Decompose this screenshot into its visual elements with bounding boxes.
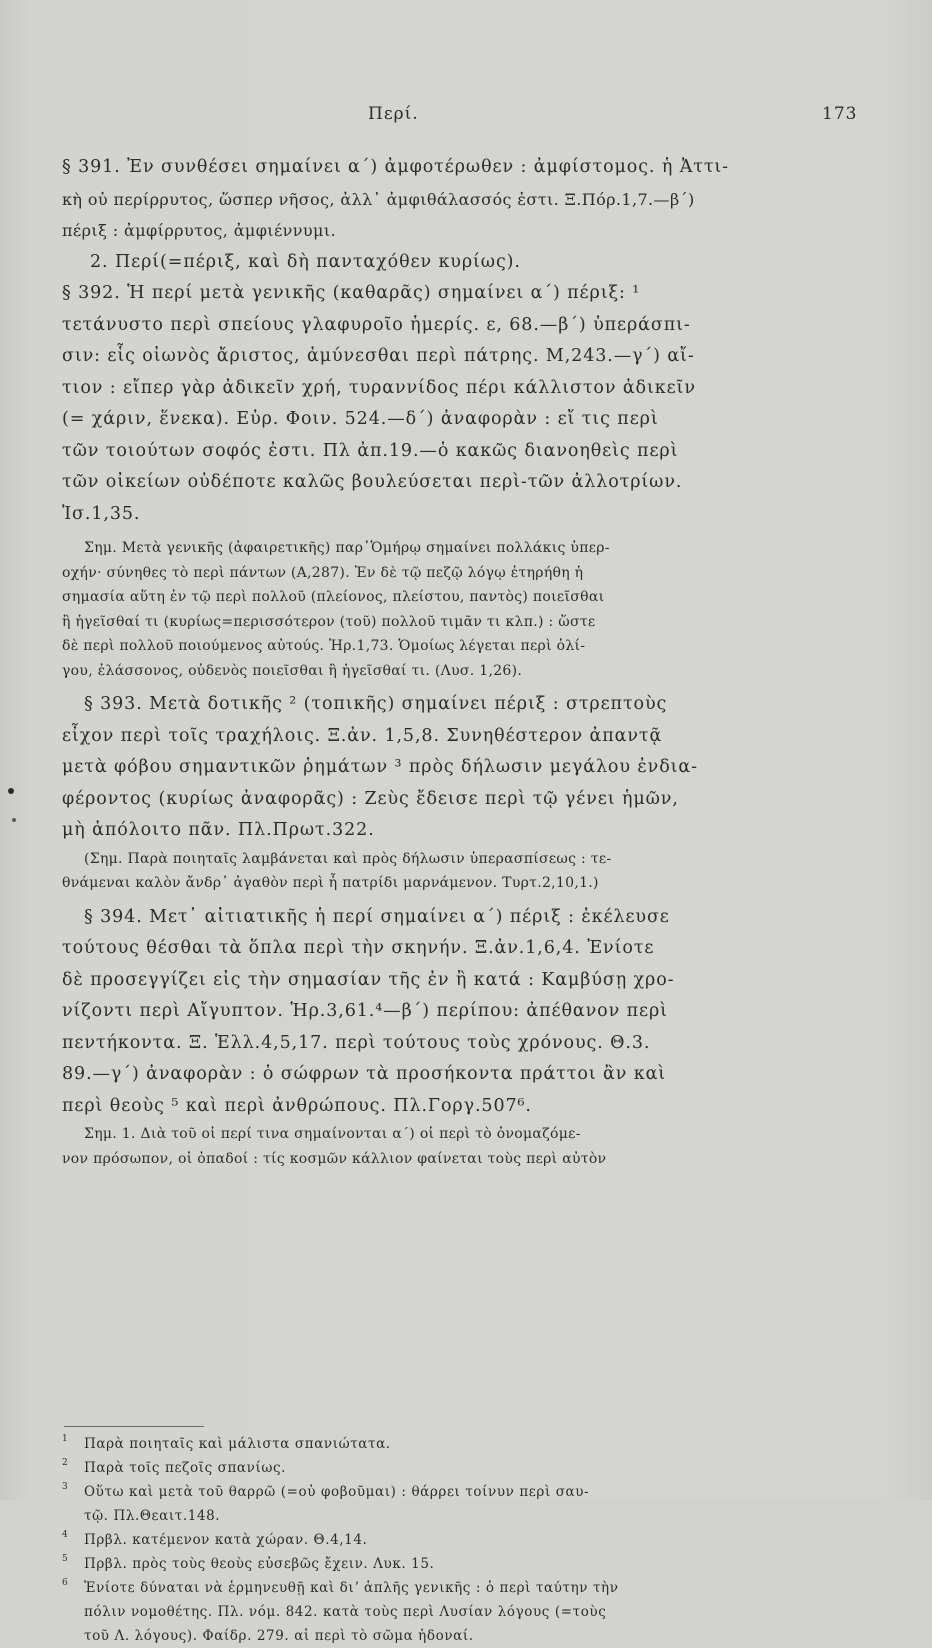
footnote xyxy=(62,1624,762,1648)
ink-spot xyxy=(12,818,16,822)
footnote xyxy=(62,1480,762,1504)
footnote-text: Παρὰ τοῖς πεζοῖς σπανίως. xyxy=(84,1460,286,1476)
text-line: τῶν οἰκείων οὐδέποτε καλῶς βουλεύσεται περὶ-τῶν ἀλλοτρίων. xyxy=(62,472,683,492)
text-line: τετάνυστο περὶ σπείους γλαφυροῖο ἡμερίς. ε, 68.—β΄) ὑπεράσπι- xyxy=(62,314,691,335)
note-line: δὲ περὶ πολλοῦ ποιούμενος αὐτούς. Ἡρ.1,73. Ὁμοίως λέγεται περὶ ὀλί- xyxy=(62,638,586,654)
text-line: περὶ θεοὺς ⁵ καὶ περὶ ἀνθρώπους. Πλ.Γοργ.507⁶. xyxy=(62,1095,532,1116)
note-line: οχήν· σύνηθες τὸ περὶ πάντων (Α,287). Ἐν δὲ τῷ πεζῷ λόγῳ ἐτηρήθη ἡ xyxy=(62,564,584,581)
text-line: κὴ οὐ περίρρυτος, ὥσπερ νῆσος, ἀλλ᾽ ἀμφιθάλασσός ἐστι. Ξ.Πόρ.1,7.—β΄) xyxy=(62,189,695,209)
footnote-text: τῷ. Πλ.Θεαιτ.148. xyxy=(84,1508,221,1524)
footnote-mark: 5 xyxy=(62,1554,69,1564)
text-line: μετὰ φόβου σημαντικῶν ῥημάτων ³ πρὸς δήλωσιν μεγάλου ἐνδια- xyxy=(62,757,698,777)
note-line: ἢ ἡγεῖσθαί τι (κυρίως=περισσότερον (τοῦ) πολλοῦ τιμᾶν τι κλπ.) : ὥστε xyxy=(62,613,596,630)
text-line: τούτους θέσθαι τὰ ὅπλα περὶ τὴν σκηνήν. Ξ.ἀν.1,6,4. Ἐνίοτε xyxy=(62,938,655,958)
footnote-text: τοῦ Λ. λόγους). Φαίδρ. 279. αἱ περὶ τὸ σῶμα ἡδοναί. xyxy=(84,1628,474,1644)
footnote-mark: 3 xyxy=(62,1482,69,1492)
note-line: Σημ. Μετὰ γενικῆς (ἀφαιρετικῆς) παρ᾽Ὁμήρῳ σημαίνει πολλάκις ὑπερ- xyxy=(84,540,610,556)
text-line: μὴ ἀπόλοιτο πᾶν. Πλ.Πρωτ.322. xyxy=(62,820,375,840)
footnote-text: Οὕτω καὶ μετὰ τοῦ θαρρῶ (=οὐ φοβοῦμαι) : θάρρει τοίνυν περὶ σαυ- xyxy=(84,1484,590,1500)
text-line: δὲ προσεγγίζει εἰς τὴν σημασίαν τῆς ἐν ἢ κατά : Καμβύσῃ χρο- xyxy=(62,969,675,990)
footnote-mark: 1 xyxy=(62,1434,69,1444)
text-line: σιν: εἷς οἰωνὸς ἄριστος, ἀμύνεσθαι περὶ πάτρης. Μ,243.—γ΄) αἴ- xyxy=(62,346,695,366)
text-line: § 394. Μετ᾽ αἰτιατικῆς ἡ περί σημαίνει α΄) πέριξ : ἐκέλευσε xyxy=(84,906,670,927)
footnote-text: Ἐνίοτε δύναται νὰ ἑρμηνευθῇ καὶ διʼ ἁπλῆς γενικῆς : ὁ περὶ ταύτην τὴν xyxy=(84,1580,619,1596)
note-line: γου, ἐλάσσονος, οὐδενὸς ποιεῖσθαι ἢ ἡγεῖσθαί τι. (Λυσ. 1,26). xyxy=(62,662,523,679)
text-line: τῶν τοιούτων σοφός ἐστι. Πλ ἀπ.19.—ὁ κακῶς διανοηθεὶς περὶ xyxy=(62,440,679,461)
text-line: 2. Περί(=πέριξ, καὶ δὴ πανταχόθεν κυρίως). xyxy=(90,251,521,272)
text-line: 89.—γ΄) ἀναφορὰν : ὁ σώφρων τὰ προσήκοντα πράττοι ἂν καὶ xyxy=(62,1064,667,1084)
footnote xyxy=(62,1552,762,1576)
footnote xyxy=(62,1432,762,1456)
footnote xyxy=(62,1504,762,1528)
text-line: πεντήκοντα. Ξ. Ἑλλ.4,5,17. περὶ τούτους τοὺς χρόνους. Θ.3. xyxy=(62,1032,651,1053)
note-line: Σημ. 1. Διὰ τοῦ οἱ περί τινα σημαίνονται α΄) οἱ περὶ τὸ ὀνομαζόμε- xyxy=(84,1126,581,1142)
footnote xyxy=(62,1576,762,1600)
main-text xyxy=(62,152,762,1171)
text-line: § 391. Ἐν συνθέσει σημαίνει α΄) ἀμφοτέρωθεν : ἀμφίστομος. ἡ Ἀττι- xyxy=(62,157,729,177)
text-line: τιον : εἴπερ γὰρ ἀδικεῖν χρή, τυραννίδος πέρι κάλλιστον ἀδικεῖν xyxy=(62,377,696,398)
footnote xyxy=(62,1456,762,1480)
note-line: σημασία αὕτη ἐν τῷ περὶ πολλοῦ (πλείονος, πλείστου, παντὸς) ποιεῖσθαι xyxy=(62,589,605,605)
ink-spot xyxy=(8,788,14,794)
footnote-mark: 6 xyxy=(62,1578,69,1588)
footnote xyxy=(62,1600,762,1624)
footnote-text: Πρβλ. κατέμενον κατὰ χώραν. Θ.4,14. xyxy=(84,1532,368,1548)
footnote-text: Παρὰ ποιηταῖς καὶ μάλιστα σπανιώτατα. xyxy=(84,1436,391,1452)
footnote xyxy=(62,1528,762,1552)
text-line: πέριξ : ἀμφίρρυτος, ἀμφιέννυμι. xyxy=(62,221,337,240)
text-line: § 393. Μετὰ δοτικῆς ² (τοπικῆς) σημαίνει πέριξ : στρεπτοὺς xyxy=(84,694,668,714)
text-line: § 392. Ἡ περί μετὰ γενικῆς (καθαρᾶς) σημαίνει α΄) πέριξ: ¹ xyxy=(62,283,641,303)
note-line: (Σημ. Παρὰ ποιηταῖς λαμβάνεται καὶ πρὸς δήλωσιν ὑπερασπίσεως : τε- xyxy=(84,850,612,867)
footnote-mark: 4 xyxy=(62,1530,69,1540)
page-header xyxy=(0,104,932,134)
text-line: εἶχον περὶ τοῖς τραχήλοις. Ξ.ἀν. 1,5,8. Συνηθέστερον ἀπαντᾷ xyxy=(62,725,663,746)
footnote-rule xyxy=(64,1426,204,1427)
text-line: φέροντος (κυρίως ἀναφορᾶς) : Ζεὺς ἔδεισε περὶ τῷ γένει ἡμῶν, xyxy=(62,788,679,809)
footnotes xyxy=(62,1432,762,1648)
footnote-mark: 2 xyxy=(62,1458,69,1468)
text-line: (= χάριν, ἕνεκα). Εὐρ. Φοιν. 524.—δ΄) ἀναφορὰν : εἴ τις περὶ xyxy=(62,409,659,429)
note-line: νον πρόσωπον, οἱ ὀπαδοί : τίς κοσμῶν κάλλιον φαίνεται τοὺς περὶ αὐτὸν xyxy=(62,1150,607,1167)
text-line: Ἰσ.1,35. xyxy=(62,503,141,524)
text-line: νίζοντι περὶ Αἴγυπτον. Ἡρ.3,61.⁴—β΄) περίπου: ἀπέθανον περὶ xyxy=(62,1001,668,1021)
running-title: Περί. xyxy=(368,104,419,124)
page-number: 173 xyxy=(822,104,858,124)
footnote-text: πόλιν νομοθέτης. Πλ. νόμ. 842. κατὰ τοὺς περὶ Λυσίαν λόγους (=τοὺς xyxy=(84,1604,607,1620)
footnote-text: Πρβλ. πρὸς τοὺς θεοὺς εὐσεβῶς ἔχειν. Λυκ. 15. xyxy=(84,1556,435,1572)
note-line: θνάμεναι καλὸν ἄνδρ᾽ ἀγαθὸν περὶ ἧ πατρίδι μαρνάμενον. Τυρτ.2,10,1.) xyxy=(62,875,599,891)
